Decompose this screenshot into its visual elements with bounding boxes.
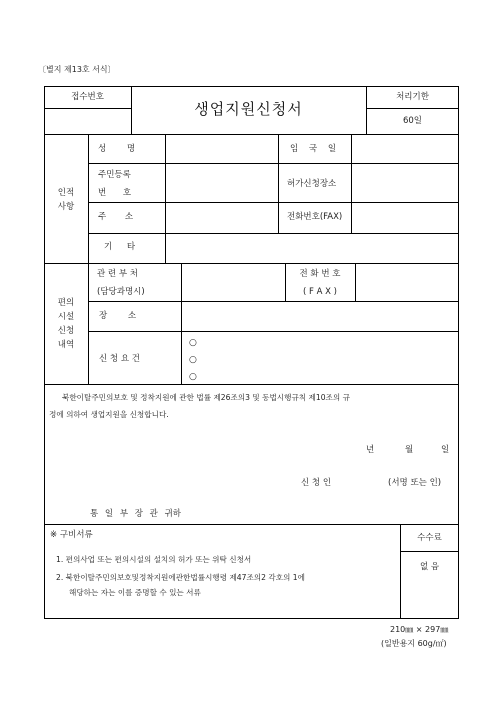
rrn-label-line2: 번 호 [98,188,132,198]
address-label: 주 소 [98,212,134,222]
requirement-bullet: ○ [189,338,197,348]
signature-label: (서명 또는 인) [388,478,442,488]
requirements-field[interactable] [182,332,457,383]
paper-type: (일반용지 60g/㎡) [381,639,447,648]
requirement-bullet: ○ [189,372,197,382]
place-label: 장 소 [99,311,137,321]
requirement-bullet: ○ [189,355,197,365]
related-dept-label-line1: 관 련 부 처 [97,269,138,279]
name-label: 성 명 [98,144,136,154]
receipt-number-label: 접수번호 [71,92,104,102]
place-field[interactable] [182,302,457,330]
recipient-label: 통 일 부 장 관 귀하 [90,509,181,519]
facility-section-label-line3: 신청 [57,326,75,336]
related-dept-field[interactable] [182,264,284,301]
date-day-label: 일 [441,445,450,455]
statement-line1: 북한이탈주민의보호 및 정착지원에 관한 법률 제26조의3 및 동법시행규칙 제10조의 규 [62,393,350,402]
processing-deadline-label: 처리기한 [396,92,429,102]
rrn-label-line1: 주민등록 [98,170,131,180]
name-field[interactable] [166,135,277,162]
other-label: 기 타 [104,242,136,252]
rrn-field[interactable] [166,164,277,201]
facility-tel-field[interactable] [356,264,457,301]
entry-date-field[interactable] [352,135,457,162]
facility-tel-label-line1: 전 화 번 호 [299,269,341,279]
facility-section-label-line2: 시설 [57,312,75,322]
facility-section-label [44,296,88,352]
form-title: 생업지원신청서 [194,100,303,118]
phone-fax-field[interactable] [352,203,457,232]
facility-section-label-line1: 편의 [57,298,75,308]
facility-section-label-line4: 내역 [57,340,75,350]
permit-place-field[interactable] [352,164,457,201]
personal-section-label-line1: 인적 [57,188,75,198]
required-docs-label: ※ 구비서류 [50,530,93,540]
form-number: 〔별지 제13호 서식〕 [38,65,116,74]
personal-section-label-line2: 사항 [57,202,75,212]
address-field[interactable] [166,203,277,232]
fee-label: 수수료 [417,533,442,543]
date-month-label: 월 [405,445,414,455]
related-dept-label-line2: (담당과명시) [97,287,145,297]
required-doc-item-continued: 해당하는 자는 이를 증명할 수 있는 서류 [69,588,201,597]
other-field[interactable] [166,234,457,262]
date-year-label: 년 [366,445,375,455]
applicant-label: 신 청 인 [301,478,332,488]
processing-deadline-value: 60일 [402,116,423,126]
fee-value: 없 음 [419,562,440,572]
facility-tel-label-line2: ( F A X ) [303,287,337,297]
paper-size: 210㎜ × 297㎜ [390,625,449,634]
required-doc-item: 2. 북한이탈주민의보호및정착지원에관한법률시행령 제47조의2 각호의 1에 [56,573,305,582]
entry-date-label: 임 국 일 [290,144,337,154]
phone-fax-label: 전화번호(FAX) [287,212,343,222]
permit-place-label: 허가신청장소 [287,179,337,189]
statement-line2: 정에 의하여 생업지원을 신청합니다. [49,410,169,419]
personal-section-label [44,186,88,214]
requirements-label: 신 청 요 건 [99,354,140,364]
required-doc-item: 1. 편의사업 또는 편의시설의 설치의 허가 또는 위탁 신청서 [56,555,252,564]
